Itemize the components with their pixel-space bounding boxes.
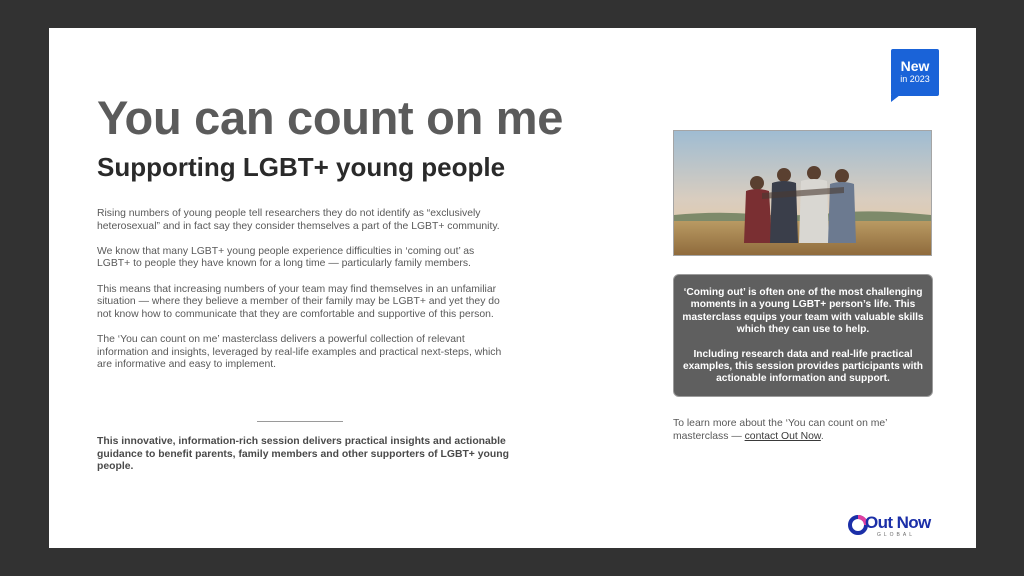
body-text <box>97 208 509 384</box>
badge-sub-text: in 2023 <box>900 74 930 84</box>
logo-subtext: GLOBAL <box>877 532 916 538</box>
out-now-logo <box>847 513 935 541</box>
logo-text: Out Now <box>865 513 931 532</box>
body-paragraph: We know that many LGBT+ young people experience difficulties in ‘coming out’ as LGBT+ to people they have known for a long time — particularly family members. <box>97 245 475 270</box>
divider <box>257 421 343 422</box>
callout-box <box>673 274 933 397</box>
learn-more-text <box>673 418 943 443</box>
body-paragraph: Rising numbers of young people tell researchers they do not identify as “exclusively heterosexual” and in fact say they consider themselves a part of the LGBT+ community. <box>97 208 500 232</box>
callout-paragraph: Including research data and real-life practical examples, this session provides participants with actionable information and support. <box>682 348 924 385</box>
photo-illustration <box>674 131 931 255</box>
page-subtitle: Supporting LGBT+ young people <box>97 152 506 182</box>
learn-more-prefix: To learn more about the ‘You can count on me’ masterclass — <box>673 418 888 442</box>
slide <box>49 28 976 548</box>
new-badge <box>891 49 939 96</box>
learn-more-suffix: . <box>820 430 824 442</box>
group-photo <box>673 130 932 256</box>
body-paragraph: This means that increasing numbers of your team may find themselves in an unfamiliar situation — where they believe a member of their family may be LGBT+ and yet they do not know how to communicate that they are comfortable and supportive of this person. <box>97 283 500 320</box>
badge-main-text: New <box>900 58 930 74</box>
contact-link[interactable]: contact Out Now <box>744 430 821 442</box>
closing-statement: This innovative, information-rich session delivers practical insights and actionable guidance to benefit parents, family members and other supporters of LGBT+ young people. <box>97 436 509 473</box>
callout-paragraph: ‘Coming out’ is often one of the most challenging moments in a young LGBT+ person’s life. This masterclass equips your team with valuable skills which they can use to help. <box>682 287 924 336</box>
page-title: You can count on me <box>97 91 564 144</box>
body-paragraph: The ‘You can count on me’ masterclass delivers a powerful collection of relevant information and insights, leveraged by real-life examples and practical next-steps, which are informative and easy to implement. <box>97 333 502 371</box>
